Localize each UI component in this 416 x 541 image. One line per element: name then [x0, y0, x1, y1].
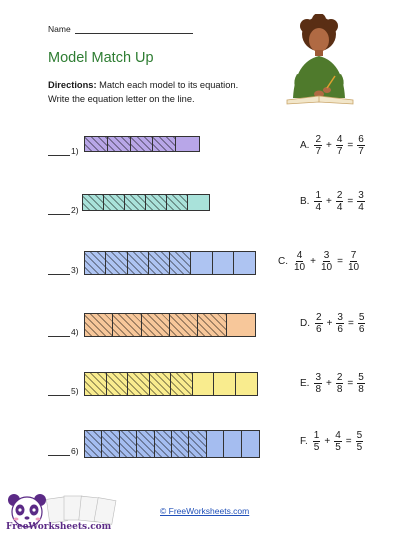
numerator: 5 [358, 312, 365, 323]
fraction-model-bar [84, 372, 258, 396]
equation-option [300, 190, 366, 213]
question-number [48, 386, 79, 396]
shaded-segment [198, 314, 226, 336]
numerator: 2 [316, 312, 322, 323]
answer-blank-line[interactable] [48, 155, 70, 156]
numerator: 3 [315, 372, 322, 383]
fraction [314, 134, 322, 157]
name-label: Name [48, 24, 71, 34]
fraction [320, 250, 333, 273]
freeworksheets-logo [4, 492, 134, 536]
page-title: Model Match Up [48, 50, 154, 66]
shaded-segment [150, 373, 172, 395]
shaded-segment [85, 252, 106, 274]
shaded-segment [107, 373, 129, 395]
fraction-model-bar [84, 430, 260, 458]
unshaded-segment [191, 252, 212, 274]
shaded-segment [102, 431, 119, 457]
denominator: 10 [347, 262, 360, 273]
unshaded-segment [193, 373, 215, 395]
equation-letter: F. [300, 436, 308, 447]
fraction [357, 372, 365, 395]
shaded-segment [155, 431, 172, 457]
denominator: 8 [315, 384, 322, 395]
unshaded-segment [242, 431, 259, 457]
fraction [315, 312, 323, 335]
numerator: 7 [350, 250, 357, 261]
equation-letter: E. [300, 378, 310, 389]
numerator: 4 [335, 430, 341, 441]
directions-line1: Match each model to its equation. [96, 80, 239, 90]
logo-text: FreeWorksheets.com [6, 522, 112, 532]
fraction-model-bar [82, 194, 210, 211]
denominator: 4 [315, 202, 322, 213]
equation-option [300, 312, 366, 335]
denominator: 10 [320, 262, 333, 273]
fraction [357, 134, 365, 157]
shaded-segment [113, 314, 141, 336]
shaded-segment [189, 431, 206, 457]
name-blank-line[interactable] [75, 25, 193, 34]
question-number-label: 6) [71, 446, 79, 456]
denominator: 6 [358, 324, 365, 335]
denominator: 7 [336, 146, 343, 157]
denominator: 5 [313, 442, 320, 453]
numerator: 2 [315, 134, 322, 145]
question-number [48, 146, 79, 156]
answer-blank-line[interactable] [48, 214, 70, 215]
shaded-segment [128, 373, 150, 395]
fraction-model-bar [84, 251, 256, 275]
denominator: 6 [337, 324, 343, 335]
question-number [48, 205, 79, 215]
shaded-segment [170, 314, 198, 336]
plus-sign: + [324, 436, 331, 447]
question-number-label: 2) [71, 204, 79, 215]
fraction [293, 250, 306, 273]
equation-option [278, 250, 361, 273]
shaded-segment [125, 195, 146, 210]
question-number-label: 1) [71, 146, 79, 156]
question-number-label: 4) [71, 327, 79, 337]
unshaded-segment [224, 431, 241, 457]
plus-sign: + [326, 318, 333, 329]
question-number-label: 3) [71, 265, 79, 275]
plus-sign: + [310, 256, 316, 267]
numerator: 6 [358, 134, 364, 145]
unshaded-segment [176, 137, 199, 151]
shaded-segment [120, 431, 137, 457]
numerator: 1 [315, 190, 322, 201]
numerator: 3 [358, 190, 364, 201]
equation-letter: B. [300, 196, 310, 207]
denominator: 8 [336, 384, 343, 395]
question-number [48, 265, 79, 275]
equals-sign: = [347, 378, 354, 389]
shaded-segment [131, 137, 154, 151]
fraction [347, 250, 360, 273]
fraction [357, 190, 365, 213]
plus-sign: + [326, 196, 332, 207]
directions-line2: Write the equation letter on the line. [48, 94, 195, 104]
denominator: 7 [315, 146, 322, 157]
equation-letter: D. [300, 318, 310, 329]
fraction [336, 190, 344, 213]
fraction [314, 190, 322, 213]
numerator: 4 [336, 134, 343, 145]
equals-sign: = [347, 196, 354, 207]
directions-label: Directions: [48, 80, 97, 90]
plus-sign: + [326, 378, 332, 389]
unshaded-segment [236, 373, 258, 395]
shaded-segment [85, 431, 102, 457]
shaded-segment [108, 137, 131, 151]
fraction-model-bar [84, 313, 256, 337]
fraction [334, 430, 342, 453]
denominator: 5 [335, 442, 341, 453]
unshaded-segment [188, 195, 209, 210]
shaded-segment [172, 431, 189, 457]
equation-option [300, 372, 366, 395]
numerator: 1 [313, 430, 320, 441]
question-number [48, 327, 79, 337]
unshaded-segment [213, 252, 234, 274]
equation-letter: A. [300, 140, 310, 151]
denominator: 5 [356, 442, 363, 453]
unshaded-segment [214, 373, 236, 395]
denominator: 7 [358, 146, 364, 157]
fraction [356, 430, 364, 453]
numerator: 4 [296, 250, 303, 261]
shaded-segment [85, 314, 113, 336]
equation-option [300, 134, 366, 157]
footer-link[interactable]: © FreeWorksheets.com [160, 506, 250, 516]
answer-blank-line[interactable] [48, 395, 70, 396]
numerator: 5 [356, 430, 363, 441]
shaded-segment [171, 373, 193, 395]
equals-sign: = [345, 436, 352, 447]
plus-sign: + [326, 140, 332, 151]
equals-sign: = [337, 256, 343, 267]
shaded-segment [137, 431, 154, 457]
equation-option [300, 430, 364, 453]
denominator: 4 [336, 202, 343, 213]
name-field [48, 24, 193, 34]
shaded-segment [170, 252, 191, 274]
answer-blank-line[interactable] [48, 455, 70, 456]
equals-sign: = [347, 140, 354, 151]
denominator: 8 [358, 384, 364, 395]
unshaded-segment [207, 431, 224, 457]
numerator: 3 [323, 250, 330, 261]
question-number [48, 446, 79, 456]
fraction [336, 312, 344, 335]
fraction [314, 372, 322, 395]
shaded-segment [85, 137, 108, 151]
shaded-segment [85, 373, 107, 395]
numerator: 2 [336, 372, 343, 383]
denominator: 4 [358, 202, 364, 213]
answer-blank-line[interactable] [48, 274, 70, 275]
shaded-segment [146, 195, 167, 210]
numerator: 2 [336, 190, 343, 201]
fraction [313, 430, 321, 453]
numerator: 5 [358, 372, 364, 383]
unshaded-segment [234, 252, 255, 274]
fraction [358, 312, 366, 335]
numerator: 3 [337, 312, 343, 323]
fraction-model-bar [84, 136, 200, 152]
denominator: 10 [294, 262, 306, 273]
shaded-segment [106, 252, 127, 274]
shaded-segment [128, 252, 149, 274]
question-number-label: 5) [71, 386, 79, 396]
shaded-segment [167, 195, 188, 210]
shaded-segment [149, 252, 170, 274]
fraction [336, 134, 344, 157]
shaded-segment [83, 195, 104, 210]
directions [48, 78, 288, 106]
student-reading-illustration [275, 14, 365, 110]
unshaded-segment [227, 314, 255, 336]
denominator: 6 [316, 324, 322, 335]
shaded-segment [142, 314, 170, 336]
answer-blank-line[interactable] [48, 336, 70, 337]
equals-sign: = [347, 318, 354, 329]
fraction [336, 372, 344, 395]
equation-letter: C. [278, 256, 288, 267]
shaded-segment [153, 137, 176, 151]
shaded-segment [104, 195, 125, 210]
